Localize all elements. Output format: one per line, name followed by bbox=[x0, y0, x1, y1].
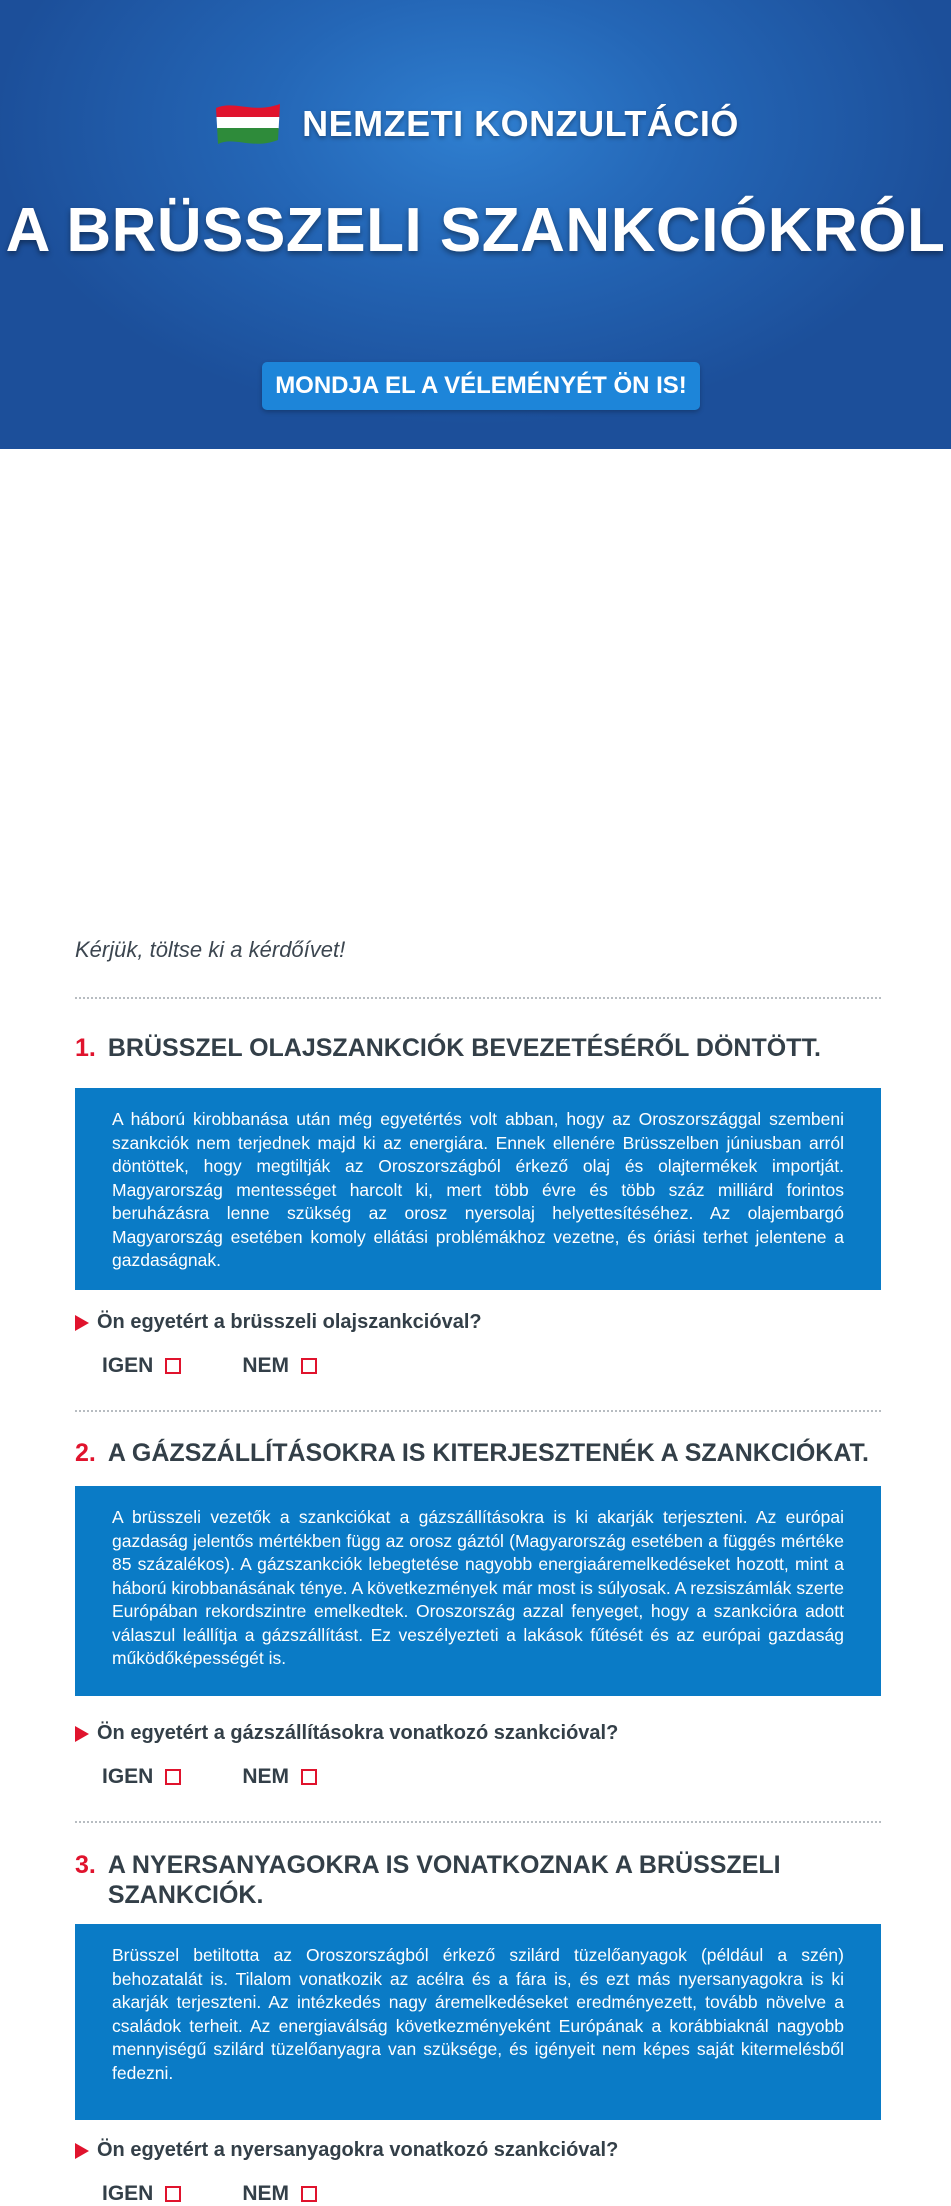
header-banner bbox=[0, 0, 951, 449]
question-prompt bbox=[75, 1722, 618, 1745]
question-heading bbox=[75, 1438, 881, 1468]
answer-options bbox=[102, 1765, 378, 1789]
divider bbox=[75, 997, 881, 999]
no-label: NEM bbox=[242, 1765, 290, 1788]
question-title: BRÜSSZEL OLAJSZANKCIÓK BEVEZETÉSÉRŐL DÖNTÖTT. bbox=[107, 1034, 821, 1062]
hungarian-flag-icon bbox=[212, 100, 284, 148]
yes-checkbox[interactable] bbox=[165, 2186, 181, 2202]
question-description: Brüsszel betiltotta az Oroszországból érkező szilárd tüzelőanyagok (például a szén) behozatalát is. Tilalom vonatkozik az acélra és a fára is, és ezt más nyersanyagokra is ki akarják terjeszteni. Az intézkedés nagy áremelkedéseket eredményezett, tovább növelve a családok terheit. Az energiaválság következményeként Európának a korábbiaknál nagyobb mennyiségű szilárd tüzelőanyagra van szüksége, és igényeit nem képes saját kitermelésből fedezni. bbox=[75, 1924, 881, 2120]
yes-label: IGEN bbox=[102, 2182, 154, 2205]
no-checkbox[interactable] bbox=[301, 2186, 317, 2202]
yes-option[interactable] bbox=[102, 2182, 181, 2206]
yes-option[interactable] bbox=[102, 1354, 181, 1378]
no-label: NEM bbox=[242, 1354, 290, 1377]
question-number: 3. bbox=[75, 1851, 96, 1879]
question-heading bbox=[75, 1850, 795, 1910]
brand bbox=[0, 100, 951, 148]
question-title: A NYERSANYAGOKRA IS VONATKOZNAK A BRÜSSZELI SZANKCIÓK. bbox=[107, 1851, 781, 1909]
page-title: A BRÜSSZELI SZANKCIÓKRÓL bbox=[5, 196, 946, 265]
intro-text: Kérjük, töltse ki a kérdőívet! bbox=[75, 937, 346, 962]
question-number: 1. bbox=[75, 1034, 96, 1062]
no-option[interactable] bbox=[242, 2182, 317, 2206]
divider bbox=[75, 1821, 881, 1823]
yes-checkbox[interactable] bbox=[165, 1358, 181, 1374]
brand-name: NEMZETI KONZULTÁCIÓ bbox=[302, 103, 739, 144]
question-prompt bbox=[75, 1311, 482, 1334]
question-text: Ön egyetért a gázszállításokra vonatkozó szankcióval? bbox=[97, 1722, 619, 1744]
divider bbox=[75, 1410, 881, 1412]
arrow-icon bbox=[75, 1315, 89, 1331]
yes-label: IGEN bbox=[102, 1765, 154, 1788]
arrow-icon bbox=[75, 2143, 89, 2159]
share-opinion-button[interactable]: MONDJA EL A VÉLEMÉNYÉT ÖN IS! bbox=[262, 362, 700, 410]
question-title: A GÁZSZÁLLÍTÁSOKRA IS KITERJESZTENÉK A SZANKCIÓKAT. bbox=[107, 1439, 869, 1467]
no-checkbox[interactable] bbox=[301, 1358, 317, 1374]
arrow-icon bbox=[75, 1726, 89, 1742]
answer-options bbox=[102, 1354, 378, 1378]
question-description: A brüsszeli vezetők a szankciókat a gázszállításokra is ki akarják terjeszteni. Az európai gazdaság jelentős mértékben függ az orosz gáztól (Magyarország esetében a függés mértéke 85 százalékos). A gázszankciók lebegtetése nagyobb energiaáremelkedéseket hozott, mint a háború kirobbanásának ténye. A következmények már most is súlyosak. A rezsiszámlák szerte Európában rekordszintre emelkedtek. Oroszország azzal fenyeget, hogy a szankcióra adott válaszul leállítja a gázszállítást. Ez veszélyezteti a lakások fűtését és az európai gazdaság működőképességét is. bbox=[75, 1486, 881, 1696]
question-number: 2. bbox=[75, 1439, 96, 1467]
yes-option[interactable] bbox=[102, 1765, 181, 1789]
question-prompt bbox=[75, 2139, 618, 2162]
question-text: Ön egyetért a brüsszeli olajszankcióval? bbox=[97, 1311, 482, 1333]
question-text: Ön egyetért a nyersanyagokra vonatkozó szankcióval? bbox=[97, 2139, 619, 2161]
no-label: NEM bbox=[242, 2182, 290, 2205]
no-option[interactable] bbox=[242, 1765, 317, 1789]
no-option[interactable] bbox=[242, 1354, 317, 1378]
answer-options bbox=[102, 2182, 378, 2206]
yes-checkbox[interactable] bbox=[165, 1769, 181, 1785]
question-description: A háború kirobbanása után még egyetértés volt abban, hogy az Oroszországgal szembeni szankciók nem terjednek majd ki az energiára. Ennek ellenére Brüsszelben júniusban arról döntöttek, hogy megtiltják az Oroszországból érkező olaj és olajtermékek importját. Magyarország mentességet harcolt ki, mert több évre és több száz milliárd forintos beruházásra lenne szükség az orosz nyersolaj helyettesítéséhez. Az olajembargó Magyarország esetében komoly ellátási problémákhoz vezetne, és óriási terhet jelentene a gazdaságnak. bbox=[75, 1088, 881, 1290]
question-heading bbox=[75, 1033, 881, 1063]
yes-label: IGEN bbox=[102, 1354, 154, 1377]
no-checkbox[interactable] bbox=[301, 1769, 317, 1785]
